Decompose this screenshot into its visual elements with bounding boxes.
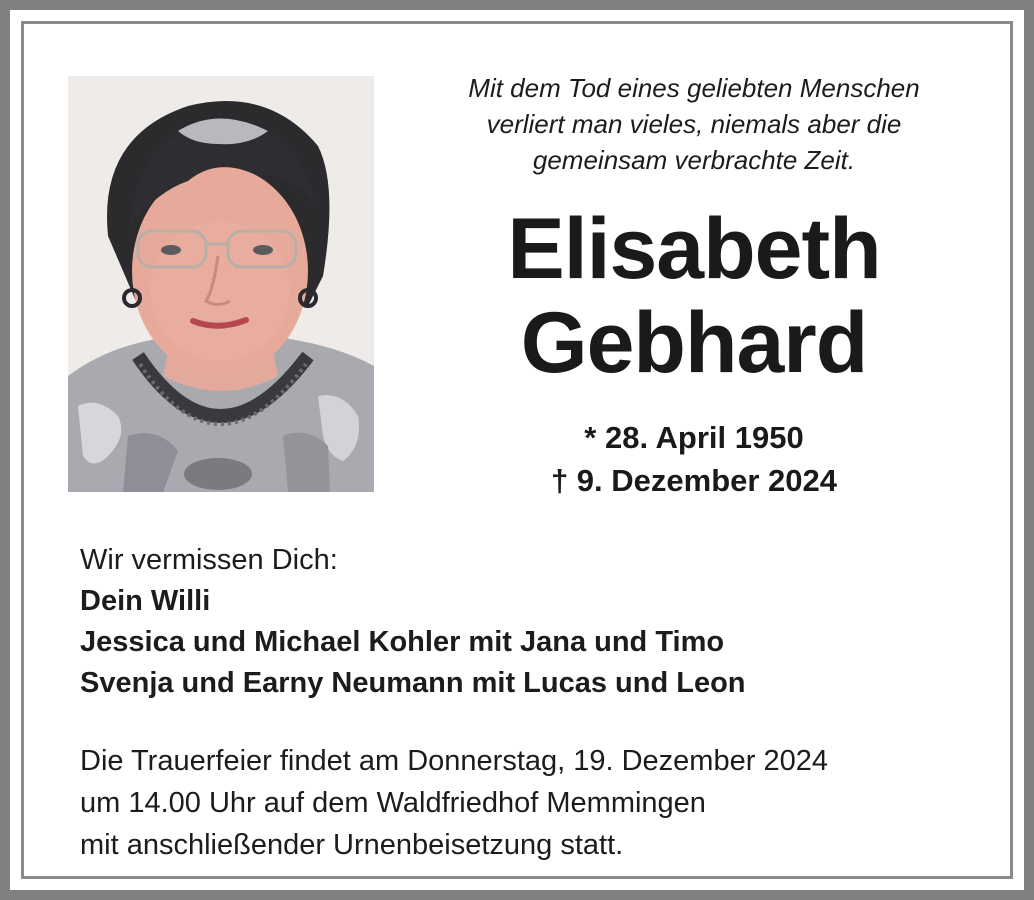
birth-date: * 28. April 1950 — [584, 420, 804, 455]
mourners-list — [80, 540, 980, 704]
obituary-frame — [21, 21, 1013, 879]
service-line: mit anschließender Urnenbeisetzung statt. — [80, 829, 624, 861]
first-name: Elisabeth — [507, 201, 881, 297]
quote-line: Mit dem Tod eines geliebten Menschen — [468, 73, 920, 103]
quote-line: verliert man vieles, niemals aber die — [486, 109, 902, 139]
funeral-service-info — [80, 740, 1000, 866]
death-date: † 9. Dezember 2024 — [550, 463, 838, 498]
mourner-entry: Dein Willi — [80, 585, 211, 617]
service-line: Die Trauerfeier findet am Donnerstag, 19. Dezember 2024 — [80, 745, 828, 777]
mourner-entry: Jessica und Michael Kohler mit Jana und Timo — [80, 626, 725, 658]
mourner-entry: Svenja und Earny Neumann mit Lucas und Leon — [80, 667, 746, 699]
last-name: Gebhard — [520, 295, 868, 391]
service-line: um 14.00 Uhr auf dem Waldfriedhof Memmingen — [80, 787, 706, 819]
deceased-name — [396, 202, 992, 390]
obituary-card — [10, 10, 1024, 890]
quote-line: gemeinsam verbrachte Zeit. — [532, 145, 856, 175]
life-dates — [396, 416, 992, 502]
mourners-intro: Wir vermissen Dich: — [80, 544, 338, 576]
portrait-photo — [68, 76, 374, 492]
memorial-quote — [396, 70, 992, 178]
